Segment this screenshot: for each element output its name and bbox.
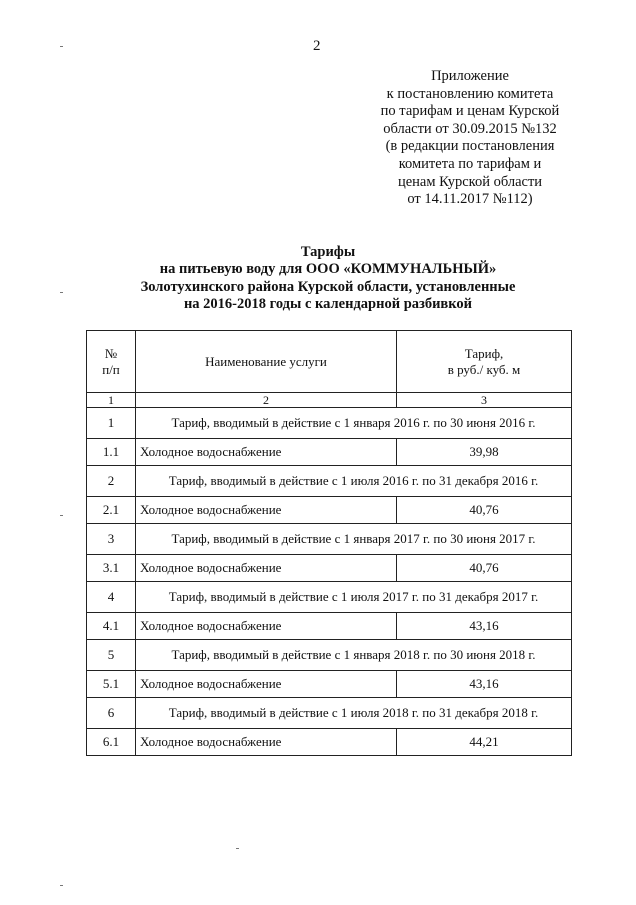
row-number: 5 <box>87 640 136 671</box>
scan-mark <box>60 515 63 516</box>
row-number: 5.1 <box>87 671 136 698</box>
period-description: Тариф, вводимый в действие с 1 января 2017 г. по 30 июня 2017 г. <box>136 524 572 555</box>
period-description: Тариф, вводимый в действие с 1 июля 2017 г. по 31 декабря 2017 г. <box>136 582 572 613</box>
service-name: Холодное водоснабжение <box>136 555 397 582</box>
column-index: 3 <box>397 393 572 408</box>
header-name: Наименование услуги <box>136 331 397 393</box>
period-description: Тариф, вводимый в действие с 1 июля 2018 г. по 31 декабря 2018 г. <box>136 698 572 729</box>
tariff-value: 39,98 <box>397 439 572 466</box>
row-number: 2.1 <box>87 497 136 524</box>
appendix-note <box>340 68 600 209</box>
table-row <box>87 671 572 698</box>
table-row <box>87 729 572 756</box>
period-row <box>87 698 572 729</box>
period-description: Тариф, вводимый в действие с 1 января 2018 г. по 30 июня 2018 г. <box>136 640 572 671</box>
tariff-value: 44,21 <box>397 729 572 756</box>
service-name: Холодное водоснабжение <box>136 613 397 640</box>
tariffs-table <box>86 330 572 756</box>
appendix-line: комитета по тарифам и <box>398 155 542 172</box>
row-number: 1 <box>87 408 136 439</box>
table-row <box>87 613 572 640</box>
document-title <box>60 244 596 314</box>
period-description: Тариф, вводимый в действие с 1 января 2016 г. по 30 июня 2016 г. <box>136 408 572 439</box>
period-row <box>87 466 572 497</box>
row-number: 2 <box>87 466 136 497</box>
appendix-line: области от 30.09.2015 №132 <box>383 120 557 137</box>
appendix-line: от 14.11.2017 №112) <box>407 191 533 208</box>
header-price-line: Тариф, <box>464 345 504 361</box>
header-price <box>397 331 572 393</box>
table-row <box>87 555 572 582</box>
table-row <box>87 439 572 466</box>
table-row <box>87 497 572 524</box>
appendix-line: ценам Курской области <box>397 173 543 190</box>
tariff-value: 40,76 <box>397 555 572 582</box>
row-number: 3.1 <box>87 555 136 582</box>
column-index-row <box>87 393 572 408</box>
service-name: Холодное водоснабжение <box>136 729 397 756</box>
header-price-unit: в руб./ куб. м <box>447 361 521 377</box>
tariff-value: 43,16 <box>397 613 572 640</box>
title-line: на 2016-2018 годы с календарной разбивкой <box>183 296 473 313</box>
period-description: Тариф, вводимый в действие с 1 июля 2016 г. по 31 декабря 2016 г. <box>136 466 572 497</box>
row-number: 6.1 <box>87 729 136 756</box>
tariff-value: 40,76 <box>397 497 572 524</box>
column-index: 2 <box>136 393 397 408</box>
row-number: 1.1 <box>87 439 136 466</box>
period-row <box>87 408 572 439</box>
title-line: Тарифы <box>300 244 356 260</box>
scan-mark <box>60 885 63 886</box>
column-index: 1 <box>87 393 136 408</box>
table-header-row <box>87 331 572 393</box>
appendix-line: по тарифам и ценам Курской <box>380 103 560 120</box>
appendix-line: к постановлению комитета <box>386 85 554 102</box>
page-number: 2 <box>313 38 321 54</box>
scan-mark <box>60 46 63 47</box>
appendix-line: Приложение <box>431 68 509 84</box>
service-name: Холодное водоснабжение <box>136 439 397 466</box>
row-number: 6 <box>87 698 136 729</box>
title-line: на питьевую воду для ООО «КОММУНАЛЬНЫЙ» <box>159 261 497 278</box>
scan-mark <box>60 292 63 293</box>
title-line: Золотухинского района Курской области, установленные <box>140 278 516 295</box>
period-row <box>87 640 572 671</box>
period-row <box>87 582 572 613</box>
service-name: Холодное водоснабжение <box>136 671 397 698</box>
header-num-label: № п/п <box>102 345 120 377</box>
service-name: Холодное водоснабжение <box>136 497 397 524</box>
row-number: 4.1 <box>87 613 136 640</box>
row-number: 3 <box>87 524 136 555</box>
tariff-value: 43,16 <box>397 671 572 698</box>
scan-mark <box>236 848 239 849</box>
header-num <box>87 331 136 393</box>
period-row <box>87 524 572 555</box>
row-number: 4 <box>87 582 136 613</box>
appendix-line: (в редакции постановления <box>385 138 555 155</box>
